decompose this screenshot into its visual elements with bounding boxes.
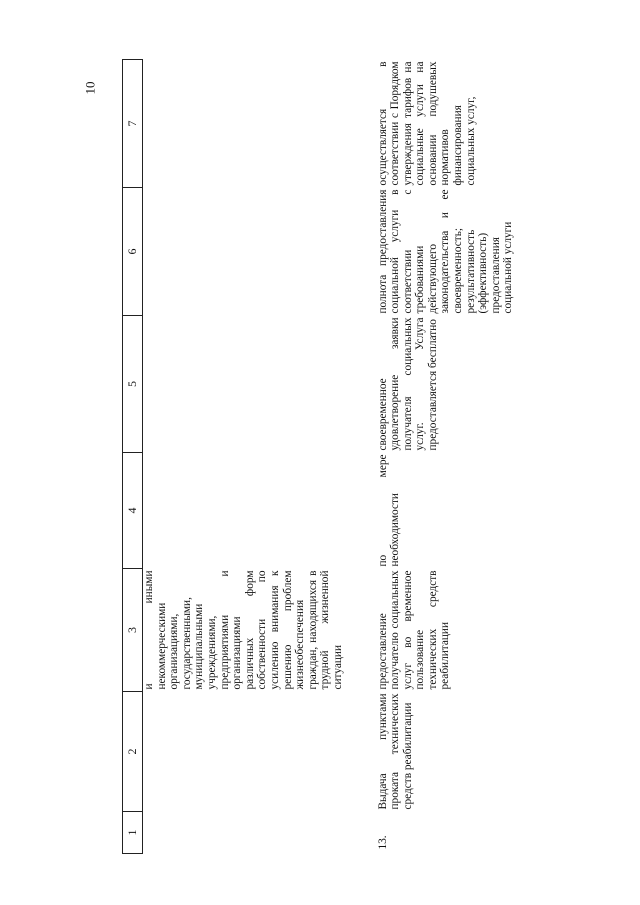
continuation-row <box>143 60 345 854</box>
quality-indicators-cell: полнота предоставления социальной услуги в соответствии с требованиями действующего законодательства и ее своевременность; результативность (эффективность) предоставления социальной услуги <box>376 189 515 314</box>
row-number-cell: 13. <box>376 835 389 850</box>
column-header: 3 <box>123 569 143 692</box>
services-table <box>122 59 515 854</box>
terms-cell: своевременное удовлетворение заявки получателя социальных услуг. Услуга предоставляется бесплатно <box>376 317 439 451</box>
column-header: 4 <box>123 453 143 569</box>
column-header: 7 <box>123 60 143 188</box>
conditions-cell: осуществляется в соответствии с Порядком утверждения тарифов на социальные услуги на основании подушевых нормативов финансирования социальных услуг, <box>376 61 477 186</box>
page-number: 10 <box>82 81 98 95</box>
service-content-cell: предоставление получателю социальных услуг во временное пользование технических средств реабилитации <box>376 570 452 690</box>
column-header: 6 <box>123 188 143 316</box>
column-number-row <box>123 60 143 854</box>
column-header: 1 <box>123 812 143 854</box>
table-row <box>377 60 516 854</box>
column-header: 5 <box>123 316 143 453</box>
continuation-content-cell: и иными некоммерческими организациями, государственными, муниципальными учреждениями, предприятиями и организациями различных форм собственности по усилению внимания к решению проблем жизнеобеспечения граждан, находящихся в трудной жизненной ситуации <box>143 570 344 690</box>
rotated-table-container <box>122 60 564 854</box>
periodicity-cell: по мере необходимости <box>376 454 402 567</box>
service-name-cell: Выдача пунктами проката технических средств реабилитации <box>376 693 414 810</box>
column-header: 2 <box>123 692 143 812</box>
